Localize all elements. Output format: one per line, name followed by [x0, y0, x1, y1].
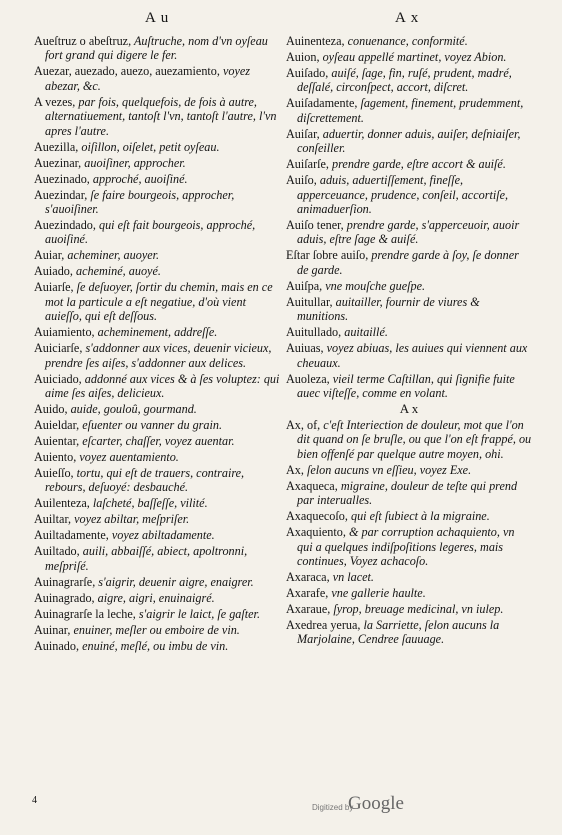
- dictionary-entry: [34, 280, 280, 323]
- dictionary-entry: [286, 66, 532, 95]
- entry-headword: Auezinar,: [34, 155, 82, 170]
- entry-definition: prendre garde, eſtre accort & auiſé.: [328, 157, 506, 172]
- entry-definition: aduertir, donner aduis, auiſer, deſniaiſer, conſeiller.: [297, 126, 521, 156]
- dictionary-entry: [286, 295, 532, 324]
- entry-headword: Auiciarſe,: [34, 341, 83, 356]
- entry-headword: Aueſtruz o abeſtruz,: [34, 34, 132, 48]
- entry-headword: Auitullado,: [286, 325, 342, 340]
- dictionary-entry: [34, 248, 280, 262]
- entry-headword: Auientar,: [34, 434, 80, 449]
- entry-definition: aigre, aigri, enuinaigré.: [94, 590, 215, 605]
- entry-definition: laſcheté, baſſeſſe, vilité.: [89, 496, 208, 511]
- entry-headword: Auion,: [286, 50, 320, 64]
- dictionary-entry: [34, 528, 280, 542]
- entry-headword: Auiltar,: [34, 512, 72, 527]
- entry-definition: ſyrop, breuage medicinal, vn iulep.: [330, 601, 504, 616]
- entry-definition: vne gallerie haulte.: [328, 585, 426, 600]
- dictionary-entry: [34, 639, 280, 653]
- digitized-by-label: Digitized by: [312, 803, 354, 812]
- entry-definition: prendre garde, s'apperceuoir, auoir aduis, eſtre ſage & auiſé.: [297, 218, 520, 247]
- entry-definition: par fois, quelquefois, de fois à autre, alternatiuement, tantoſt l'vn, tantoſt l'autre, l'vn apres l'autre.: [45, 94, 277, 138]
- dictionary-entry: [34, 188, 280, 217]
- entry-definition: s'aigrir le laict, ſe gaſter.: [135, 606, 260, 621]
- dictionary-entry: [34, 140, 280, 154]
- dictionary-entry: [286, 173, 532, 216]
- entry-headword: Axaquecoſo,: [286, 509, 348, 524]
- entry-headword: Axaqueca,: [286, 478, 338, 493]
- entry-definition: voyez abiltar, meſpriſer.: [71, 512, 190, 527]
- dictionary-entry: [286, 570, 532, 584]
- entry-definition: la Sarriette, ſelon aucuns la Marjolaine, Cendree ſauuage.: [297, 617, 500, 647]
- entry-definition: oiſillon, oiſelet, petit oyſeau.: [78, 139, 220, 154]
- dictionary-entry: [34, 418, 280, 432]
- dictionary-entry: [286, 618, 532, 647]
- entry-headword: Auinenteza,: [286, 34, 345, 48]
- entry-headword: Axaraca,: [286, 569, 330, 584]
- entry-definition: eſuenter ou vanner du grain.: [79, 418, 223, 433]
- dictionary-entry: [286, 372, 532, 401]
- dictionary-entry: [34, 575, 280, 589]
- dictionary-entry: [286, 34, 532, 48]
- dictionary-entry: [34, 496, 280, 510]
- entry-definition: auitaillé.: [341, 325, 388, 340]
- entry-definition: & par corruption achaquiento, vn qui a quelques indiſpoſitions legeres, mais continues, Voyez achacoſo.: [297, 525, 515, 568]
- entry-definition: s'addonner aux vices, deuenir vicieux, prendre ſes aiſes, s'addonner aux delices.: [45, 341, 272, 370]
- entry-headword: Auinagrado,: [34, 590, 95, 605]
- dictionary-entry: [286, 418, 532, 461]
- entry-headword: Auiſpa,: [286, 278, 323, 293]
- dictionary-entry: [34, 623, 280, 637]
- entry-definition: acheminer, auoyer.: [64, 248, 160, 263]
- left-column: [34, 34, 280, 655]
- entry-headword: Auiltadamente,: [34, 528, 109, 543]
- entry-headword: Auiſado,: [286, 66, 329, 80]
- entry-definition: enuiné, meſlé, ou imbu de vin.: [79, 638, 229, 653]
- dictionary-entry: [286, 509, 532, 523]
- entry-definition: voyez abiltadamente.: [108, 528, 215, 543]
- entry-definition: approché, auoiſiné.: [89, 171, 188, 186]
- entry-headword: Auezindado,: [34, 218, 96, 233]
- entry-headword: Auezar, auezado, auezo, auezamiento,: [34, 64, 220, 79]
- dictionary-entry: [34, 34, 280, 63]
- page-footer: [0, 795, 562, 825]
- dictionary-entry: [34, 466, 280, 495]
- entry-headword: Axarafe,: [286, 585, 329, 600]
- entry-definition: c'eſt Interiection de douleur, mot que l'on dit quand on ſe bruſle, ou que l'on eſt frappé, ou bien offenſé par quelque autre moyen, ohi.: [297, 417, 532, 461]
- entry-definition: acheminé, auoyé.: [72, 264, 161, 279]
- entry-headword: Auitullar,: [286, 294, 333, 309]
- entry-headword: Auinagrarſe,: [34, 574, 96, 589]
- running-head-right: A x: [395, 10, 420, 26]
- dictionary-entry: [34, 544, 280, 573]
- entry-headword: Auiſo,: [286, 173, 317, 188]
- entry-definition: ſe deſuoyer, ſortir du chemin, mais en ce mot la particule a eſt negatiue, d'où vient auieſſo, qui eſt deſſous.: [45, 280, 273, 324]
- entry-definition: qui eſt fait bourgeois, approché, auoiſiné.: [45, 218, 256, 247]
- entry-definition: migraine, douleur de teſte qui prend par interualles.: [297, 478, 518, 508]
- running-head-left: A u: [145, 10, 170, 26]
- entry-headword: Auiſarſe,: [286, 157, 329, 172]
- entry-headword: Auinado,: [34, 638, 80, 653]
- dictionary-entry: [34, 218, 280, 247]
- entry-headword: Auezindar,: [34, 187, 88, 202]
- entry-headword: Auieſſo,: [34, 466, 74, 481]
- dictionary-entry: [286, 463, 532, 477]
- entry-headword: A vezes,: [34, 94, 76, 109]
- entry-definition: Auſtruche, nom d'vn oyſeau fort grand qui digere le fer.: [45, 34, 268, 63]
- right-column: [286, 34, 532, 648]
- entry-definition: auide, gouloû, gourmand.: [67, 402, 197, 417]
- entry-headword: Auiar,: [34, 248, 65, 263]
- entry-definition: ſe faire bourgeois, approcher, s'auoiſiner.: [45, 187, 235, 217]
- entry-headword: Axaquiento,: [286, 525, 346, 540]
- dictionary-entry: [286, 248, 532, 277]
- entry-definition: auitailler, fournir de viures & munitions.: [297, 294, 480, 324]
- entry-definition: ſelon aucuns vn eſſieu, voyez Exe.: [303, 462, 472, 477]
- dictionary-entry: [34, 325, 280, 339]
- entry-headword: Auiarſe,: [34, 280, 74, 295]
- entry-definition: voyez abiuas, les auiues qui viennent aux cheuaux.: [297, 341, 528, 370]
- entry-definition: auoiſiner, approcher.: [81, 155, 186, 170]
- entry-headword: Auezilla,: [34, 139, 79, 154]
- dictionary-entry: [286, 50, 532, 64]
- dictionary-entry: [286, 127, 532, 156]
- dictionary-entry: [286, 602, 532, 616]
- dictionary-entry: [286, 479, 532, 508]
- entry-headword: Ax, of,: [286, 417, 321, 432]
- dictionary-entry: [286, 96, 532, 125]
- signature-mark: 4: [32, 795, 37, 806]
- entry-headword: Auinagrarſe la leche,: [34, 606, 136, 621]
- dictionary-entry: [34, 434, 280, 448]
- entry-definition: addonné aux vices & à ſes voluptez: qui aime ſes aiſes, delicieux.: [45, 371, 280, 401]
- entry-definition: eſcarter, chaſſer, voyez auentar.: [79, 434, 235, 449]
- entry-definition: auiſé, ſage, fin, ruſé, prudent, madré, deſſalé, circonſpect, accort, diſcret.: [297, 66, 512, 95]
- entry-headword: Auiſadamente,: [286, 96, 358, 111]
- entry-headword: Auiamiento,: [34, 325, 95, 340]
- dictionary-entry: [34, 512, 280, 526]
- entry-definition: ſagement, finement, prudemment, diſcrettement.: [297, 96, 524, 125]
- entry-headword: Auoleza,: [286, 371, 330, 386]
- entry-headword: Auiado,: [34, 264, 73, 279]
- dictionary-entry: [34, 95, 280, 138]
- entry-definition: voyez abezar, &c.: [45, 64, 251, 93]
- dictionary-entry: [34, 402, 280, 416]
- entry-definition: prendre garde à ſoy, ſe donner de garde.: [297, 248, 519, 277]
- entry-definition: vne mouſche gueſpe.: [322, 278, 426, 293]
- page-header: [0, 10, 562, 30]
- entry-headword: Auiſar,: [286, 126, 320, 141]
- entry-headword: Auilenteza,: [34, 496, 90, 511]
- dictionary-entry: [34, 264, 280, 278]
- entry-definition: enuiner, meſler ou emboire de vin.: [70, 622, 240, 637]
- dictionary-entry: [34, 591, 280, 605]
- dictionary-entry: [286, 157, 532, 171]
- entry-headword: Auezinado,: [34, 171, 90, 186]
- dictionary-entry: [286, 218, 532, 247]
- dictionary-entry: [34, 172, 280, 186]
- entry-headword: Auinar,: [34, 622, 71, 637]
- entry-headword: Auiciado,: [34, 371, 82, 386]
- entry-definition: qui eſt ſubiect à la migraine.: [347, 509, 490, 524]
- entry-definition: acheminement, addreſſe.: [94, 325, 218, 340]
- entry-headword: Auiſo tener,: [286, 218, 344, 233]
- dictionary-entry: [34, 372, 280, 401]
- entry-headword: Auiltado,: [34, 544, 80, 559]
- entry-definition: conuenance, conformité.: [344, 34, 468, 48]
- entry-headword: Auieldar,: [34, 418, 80, 433]
- entry-headword: Auiuas,: [286, 341, 324, 356]
- dictionary-entry: [286, 525, 532, 568]
- entry-definition: oyſeau appellé martinet, voyez Abion.: [319, 50, 507, 64]
- entry-headword: Axedrea yerua,: [286, 617, 361, 632]
- dictionary-entry: [34, 341, 280, 370]
- entry-headword: Eſtar ſobre auiſo,: [286, 248, 369, 263]
- entry-definition: auili, abbaiſſé, abiect, apoltronni, meſpriſé.: [45, 544, 248, 573]
- section-subheading: A x: [399, 401, 419, 417]
- entry-headword: Axaraue,: [286, 601, 331, 616]
- dictionary-entry: [34, 156, 280, 170]
- entry-headword: Ax,: [286, 462, 304, 477]
- entry-definition: aduis, aduertiſſement, fineſſe, apperceuance, prudence, conſeil, accortiſe, animaduerſion.: [297, 173, 509, 217]
- entry-headword: Auiento,: [34, 450, 77, 465]
- entry-definition: vn lacet.: [329, 569, 374, 584]
- google-logo: Google: [348, 793, 404, 814]
- entry-definition: voyez auentamiento.: [76, 450, 179, 465]
- entry-definition: vieil terme Caſtillan, qui ſignifie fuite auec viſteſſe, comme en volant.: [297, 371, 515, 401]
- dictionary-entry: [34, 64, 280, 93]
- entry-headword: Auido,: [34, 402, 68, 417]
- dictionary-entry: [34, 450, 280, 464]
- dictionary-entry: [34, 607, 280, 621]
- dictionary-entry: [286, 325, 532, 339]
- dictionary-entry: [286, 279, 532, 293]
- dictionary-entry: [286, 341, 532, 370]
- entry-definition: tortu, qui eſt de trauers, contraire, rebours, deſuoyé: desbauché.: [45, 466, 245, 495]
- dictionary-entry: [286, 586, 532, 600]
- entry-definition: s'aigrir, deuenir aigre, enaigrer.: [95, 574, 254, 589]
